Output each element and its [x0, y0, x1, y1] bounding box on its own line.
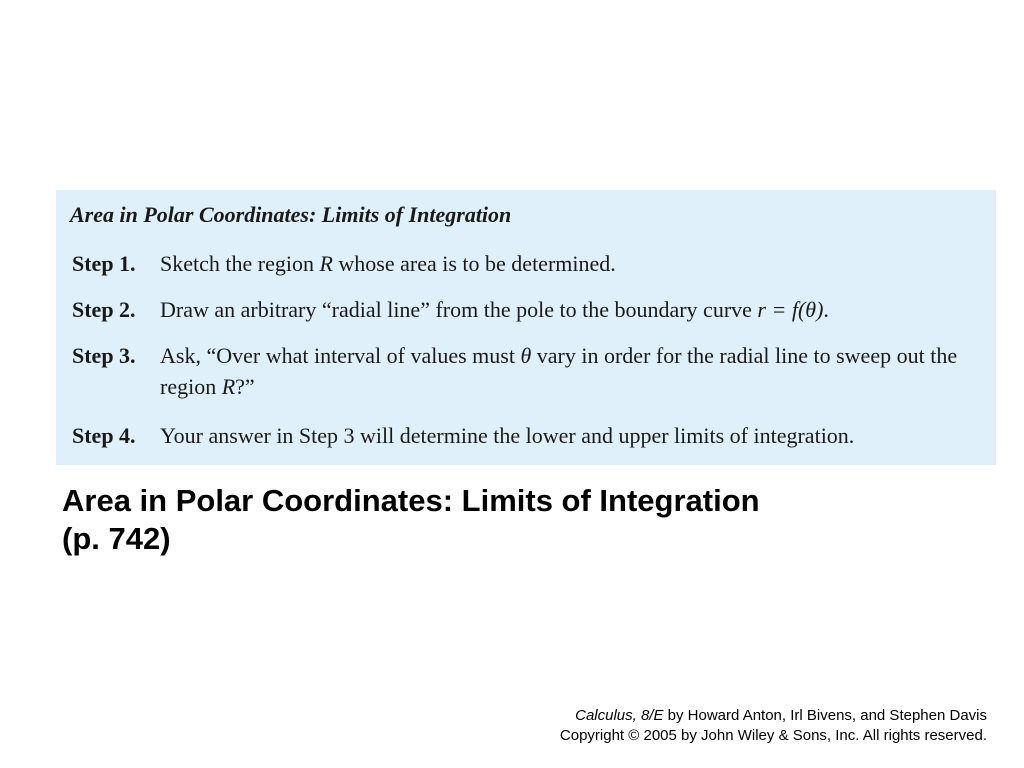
step-2	[72, 294, 987, 325]
step-4	[72, 420, 987, 451]
slide-heading-line-1: Area in Polar Coordinates: Limits of Integration	[62, 483, 760, 518]
book-authors: by Howard Anton, Irl Bivens, and Stephen Davis	[663, 707, 987, 724]
slide-heading	[62, 482, 760, 558]
step-text-part: ?”	[235, 374, 255, 399]
step-text-part: .	[823, 297, 829, 322]
box-title: Area in Polar Coordinates: Limits of Integration	[70, 202, 512, 227]
step-text-part: Ask, “Over what interval of values must	[160, 343, 521, 368]
step-label: Step 2.	[72, 297, 136, 322]
definition-box	[56, 190, 996, 465]
step-label: Step 3.	[72, 343, 136, 368]
step-text-part: whose area is to be determined.	[332, 251, 616, 276]
step-text	[160, 294, 987, 325]
book-credit-line	[560, 706, 987, 726]
step-text-part: Sketch the region	[160, 251, 320, 276]
step-label: Step 4.	[72, 423, 136, 448]
step-1	[72, 248, 987, 279]
math-variable: R	[221, 374, 236, 399]
step-text: Your answer in Step 3 will determine the lower and upper limits of integration.	[160, 423, 855, 448]
slide-heading-line-2: (p. 742)	[62, 521, 171, 556]
step-text-part: Draw an arbitrary “radial line” from the pole to the boundary curve	[160, 297, 758, 322]
copyright-line: Copyright © 2005 by John Wiley & Sons, Inc. All rights reserved.	[559, 727, 987, 744]
step-text	[160, 248, 987, 279]
book-title: Calculus, 8/E	[575, 707, 664, 724]
math-variable: R	[319, 251, 333, 276]
step-text-part: vary in order for the radial line to sweep out the region	[160, 343, 958, 399]
step-3	[72, 340, 987, 402]
step-label: Step 1.	[72, 251, 136, 276]
copyright-credit	[560, 706, 987, 746]
step-text	[160, 340, 987, 402]
math-expression: r = f(θ)	[757, 297, 824, 322]
math-variable: θ	[520, 343, 532, 368]
